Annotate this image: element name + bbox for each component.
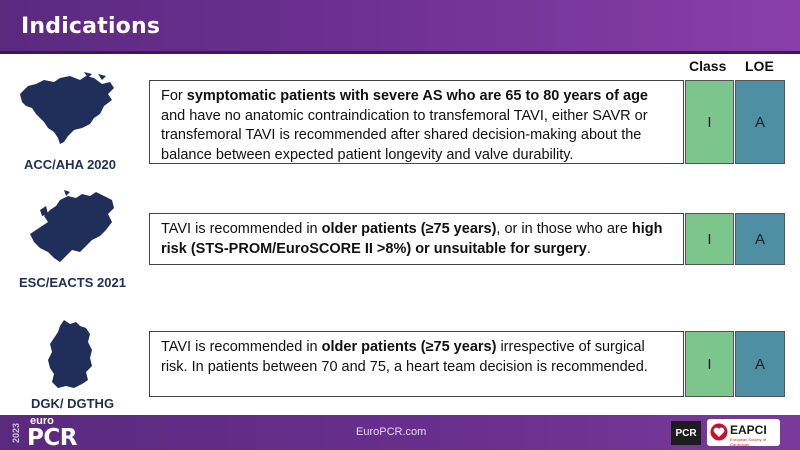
- emphasis-text: high risk (STS-PROM/EuroSCORE II >8%) or unsuitable for surgery: [161, 221, 663, 257]
- eapci-logo: [707, 419, 780, 446]
- brand-euro-text: euro: [30, 415, 54, 427]
- recommendation-text: TAVI is recommended in: [161, 221, 322, 237]
- region-label: ACC/AHA 2020: [24, 157, 116, 172]
- recommendation-text: and have no anatomic contraindication to transfemoral TAVI, either SAVR or transfemoral TAVI is recommended after shared decision-making about the balance between expected patient longevity and valve durability.: [161, 107, 648, 163]
- region-label: DGK/ DGTHG: [31, 396, 115, 411]
- class-cell: I: [685, 80, 734, 164]
- loe-cell: A: [735, 80, 785, 164]
- emphasis-text: older patients (≥75 years): [321, 221, 497, 237]
- emphasis-text: symptomatic patients with severe AS who are 65 to 80 years of age: [186, 88, 648, 104]
- heart-icon: [710, 423, 728, 441]
- footer-url-link[interactable]: EuroPCR.com: [356, 426, 427, 438]
- recommendation-text: irrespective of surgical risk. In patients between 70 and 75, a heart team decision is recommended.: [161, 339, 648, 375]
- europe-map-icon: [26, 190, 118, 270]
- recommendation-text: .: [586, 240, 591, 257]
- germany-map-icon: [42, 318, 98, 390]
- class-column-heading: Class: [689, 58, 727, 74]
- recommendation-text: For: [161, 88, 187, 104]
- recommendation-box: [149, 80, 684, 164]
- recommendation-text: , or in those who are: [496, 221, 632, 237]
- eapci-subtitle: European Society of Cardiology: [730, 437, 767, 447]
- loe-cell: A: [735, 331, 785, 397]
- recommendation-box: [149, 213, 684, 265]
- brand-pcr-logo: PCR: [27, 425, 77, 450]
- page-title: Indications: [21, 14, 161, 39]
- pcr-logo: PCR: [671, 421, 701, 445]
- class-cell: I: [685, 331, 734, 397]
- emphasis-text: older patients (≥75 years): [321, 339, 497, 355]
- loe-column-heading: LOE: [745, 58, 774, 74]
- loe-cell: A: [735, 213, 785, 265]
- header-bar: [0, 0, 800, 54]
- recommendation-box: [149, 331, 684, 397]
- north-america-map-icon: [14, 72, 122, 152]
- region-label: ESC/EACTS 2021: [19, 275, 126, 290]
- eapci-text: EAPCI: [730, 423, 767, 437]
- footer-year: 2023: [11, 422, 21, 444]
- class-cell: I: [685, 213, 734, 265]
- recommendation-text: TAVI is recommended in: [161, 339, 322, 355]
